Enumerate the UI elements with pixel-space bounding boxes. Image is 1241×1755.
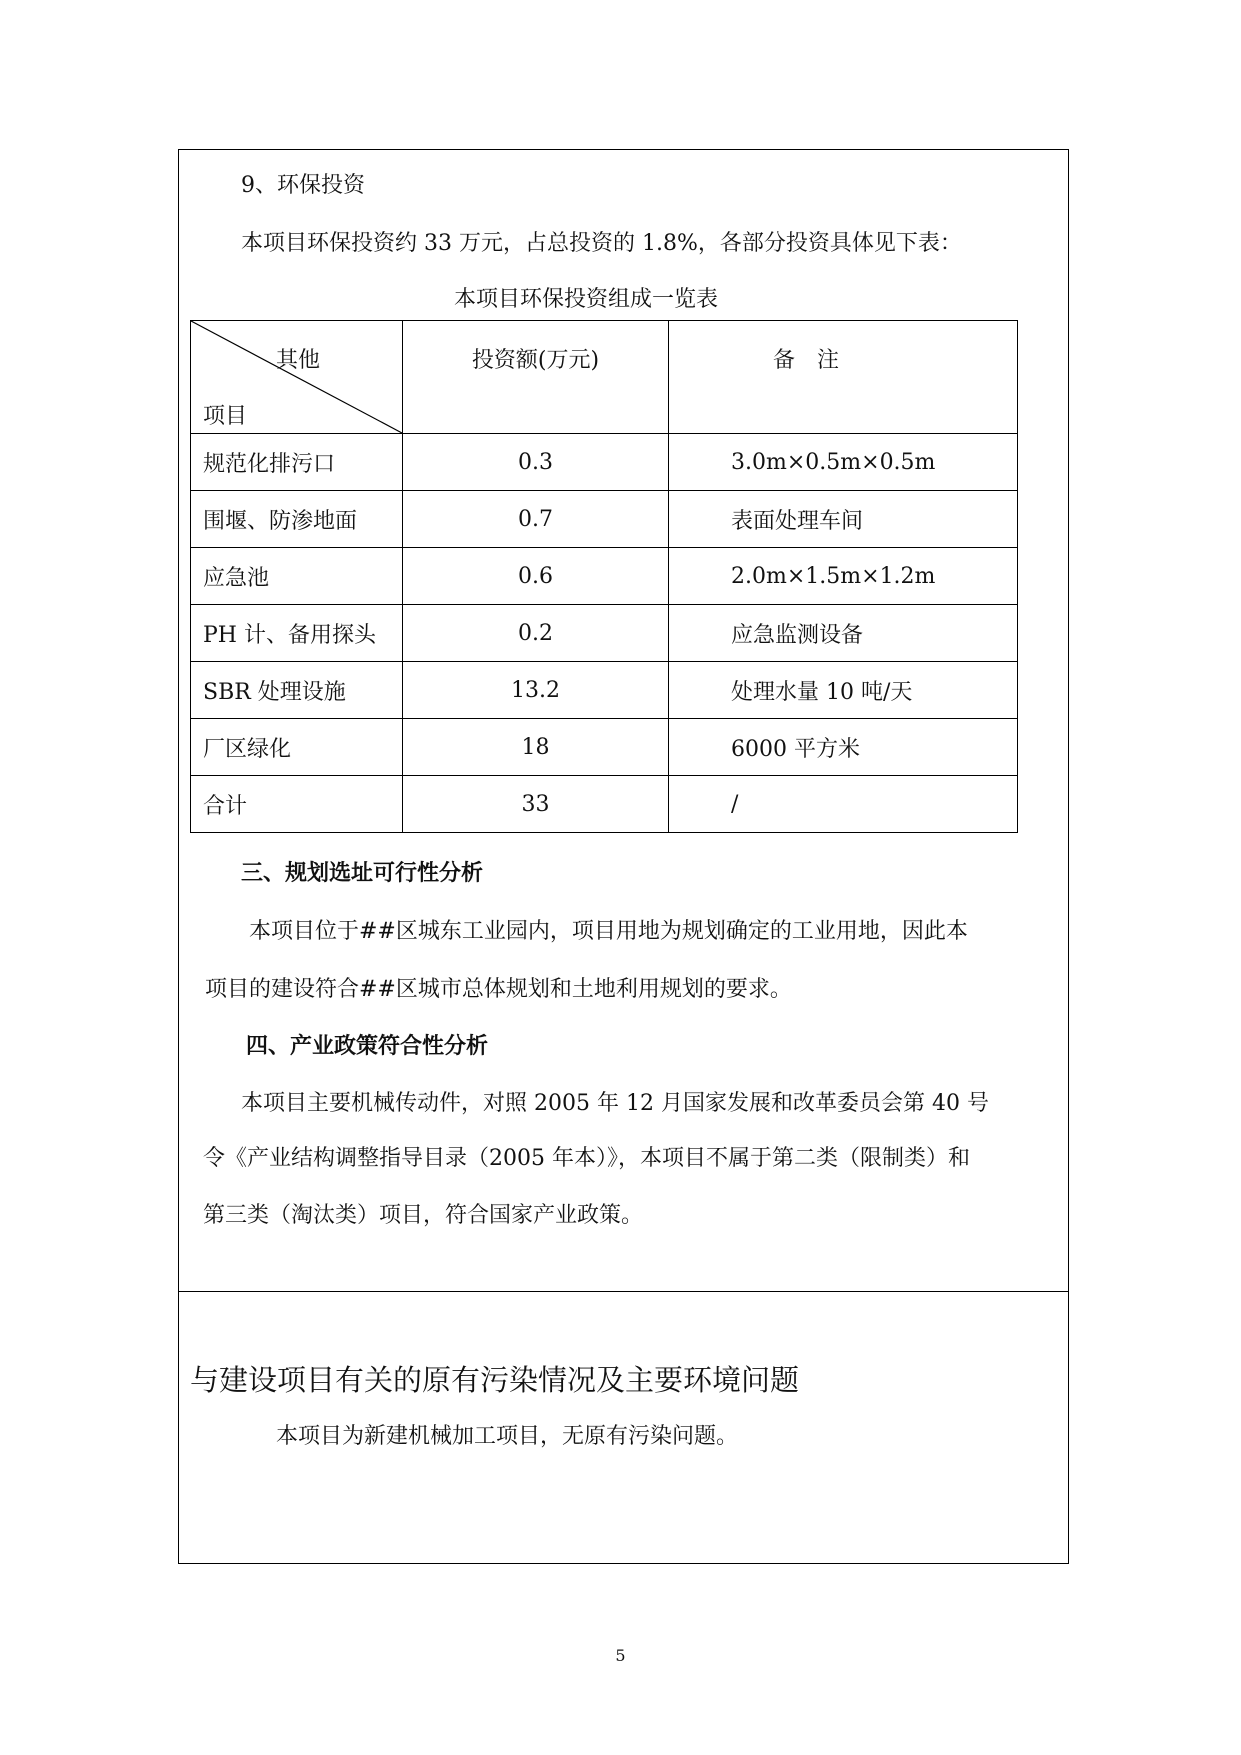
header-diagonal-cell xyxy=(191,321,403,434)
row-note: 2.0m×1.5m×1.2m xyxy=(669,548,1018,605)
table-title: 本项目环保投资组成一览表 xyxy=(454,287,719,312)
header-amount-label: 投资额(万元) xyxy=(471,348,600,373)
section3-line1: 本项目位于##区城东工业园内，项目用地为规划确定的工业用地，因此本 xyxy=(249,919,968,944)
row-item: SBR 处理设施 xyxy=(191,662,403,719)
row-note: 6000 平方米 xyxy=(669,719,1018,776)
row-note: 表面处理车间 xyxy=(669,491,1018,548)
row-item: 规范化排污口 xyxy=(191,434,403,491)
row-amount: 18 xyxy=(403,719,669,776)
row-amount: 33 xyxy=(403,776,669,833)
row-amount: 0.6 xyxy=(403,548,669,605)
section4-line1: 本项目主要机械传动件，对照 2005 年 12 月国家发展和改革委员会第 40 号 xyxy=(241,1091,989,1116)
pollution-text: 本项目为新建机械加工项目，无原有污染问题。 xyxy=(276,1424,739,1449)
table-row xyxy=(191,434,1018,491)
table-row xyxy=(191,719,1018,776)
row-item: 围堰、防渗地面 xyxy=(191,491,403,548)
row-amount: 0.2 xyxy=(403,605,669,662)
section9-heading: 9、环保投资 xyxy=(241,173,365,198)
table-row xyxy=(191,662,1018,719)
page-number: 5 xyxy=(615,1646,626,1665)
section-divider xyxy=(179,1291,1068,1292)
section4-line3: 第三类（淘汰类）项目，符合国家产业政策。 xyxy=(203,1203,644,1228)
section4-line2: 令《产业结构调整指导目录（2005 年本）》，本项目不属于第二类（限制类）和 xyxy=(203,1146,970,1171)
row-amount: 13.2 xyxy=(403,662,669,719)
table-header-row xyxy=(191,321,1018,434)
header-other-label: 其他 xyxy=(276,348,321,373)
section3-line2: 项目的建设符合##区城市总体规划和土地利用规划的要求。 xyxy=(205,977,792,1002)
row-note: 应急监测设备 xyxy=(669,605,1018,662)
row-note: / xyxy=(669,776,1018,833)
row-item: PH 计、备用探头 xyxy=(191,605,403,662)
row-note: 处理水量 10 吨/天 xyxy=(669,662,1018,719)
header-note-cell xyxy=(669,321,1018,434)
table-total-row xyxy=(191,776,1018,833)
table-row xyxy=(191,605,1018,662)
table-row xyxy=(191,491,1018,548)
header-note-label: 备 注 xyxy=(773,348,840,373)
row-item: 合计 xyxy=(191,776,403,833)
row-item: 厂区绿化 xyxy=(191,719,403,776)
investment-table xyxy=(190,320,1018,833)
section3-heading: 三、规划选址可行性分析 xyxy=(241,860,484,886)
row-note: 3.0m×0.5m×0.5m xyxy=(669,434,1018,491)
row-amount: 0.7 xyxy=(403,491,669,548)
row-amount: 0.3 xyxy=(403,434,669,491)
header-item-label: 项目 xyxy=(203,404,248,429)
pollution-heading: 与建设项目有关的原有污染情况及主要环境问题 xyxy=(190,1363,800,1397)
section4-heading: 四、产业政策符合性分析 xyxy=(246,1033,489,1059)
section9-intro: 本项目环保投资约 33 万元，占总投资的 1.8%，各部分投资具体见下表： xyxy=(241,231,962,256)
header-amount-cell xyxy=(403,321,669,434)
table-row xyxy=(191,548,1018,605)
row-item: 应急池 xyxy=(191,548,403,605)
